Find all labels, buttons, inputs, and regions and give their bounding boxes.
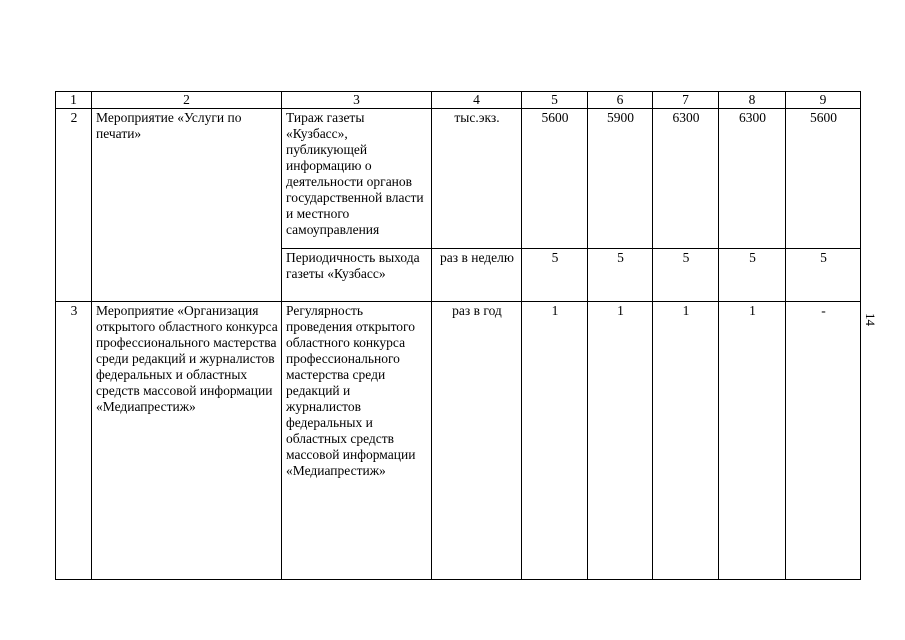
- page-number: 14: [863, 313, 878, 326]
- header-cell: 4: [432, 92, 522, 109]
- header-cell: 9: [786, 92, 861, 109]
- header-cell: 5: [522, 92, 588, 109]
- indicator-name: Регулярность проведения открытого областного конкурса профессионального мастерства среди редакций и журналистов федеральных и областных средств массовой информации «Медиапрестиж»: [282, 302, 432, 580]
- value-cell: 5: [522, 249, 588, 302]
- table-row: [56, 302, 861, 580]
- value-cell: 5: [653, 249, 719, 302]
- value-cell: 6300: [719, 109, 786, 249]
- header-cell: 7: [653, 92, 719, 109]
- header-cell: 6: [588, 92, 653, 109]
- value-cell: 5: [588, 249, 653, 302]
- header-cell: 3: [282, 92, 432, 109]
- event-name: Мероприятие «Организация открытого областного конкурса профессионального мастерства среди редакций и журналистов федеральных и областных средств массовой информации «Медиапрестиж»: [92, 302, 282, 580]
- header-cell: 1: [56, 92, 92, 109]
- unit-cell: тыс.экз.: [432, 109, 522, 249]
- header-cell: 2: [92, 92, 282, 109]
- value-cell: 5600: [786, 109, 861, 249]
- row-number: 2: [56, 109, 92, 302]
- value-cell: 1: [588, 302, 653, 580]
- unit-cell: раз в неделю: [432, 249, 522, 302]
- value-cell: 5600: [522, 109, 588, 249]
- indicator-name: Периодичность выхода газеты «Кузбасс»: [282, 249, 432, 302]
- event-name: Мероприятие «Услуги по печати»: [92, 109, 282, 302]
- unit-cell: раз в год: [432, 302, 522, 580]
- indicator-name: Тираж газеты «Кузбасс», публикующей информацию о деятельности органов государственной власти и местного самоуправления: [282, 109, 432, 249]
- value-cell: 5900: [588, 109, 653, 249]
- table-row: [56, 109, 861, 249]
- value-cell: 1: [653, 302, 719, 580]
- header-cell: 8: [719, 92, 786, 109]
- table-header-row: [56, 92, 861, 109]
- value-cell: 5: [786, 249, 861, 302]
- value-cell: 1: [522, 302, 588, 580]
- row-number: 3: [56, 302, 92, 580]
- value-cell: 6300: [653, 109, 719, 249]
- value-cell: -: [786, 302, 861, 580]
- value-cell: 5: [719, 249, 786, 302]
- value-cell: 1: [719, 302, 786, 580]
- indicators-table: [55, 91, 861, 580]
